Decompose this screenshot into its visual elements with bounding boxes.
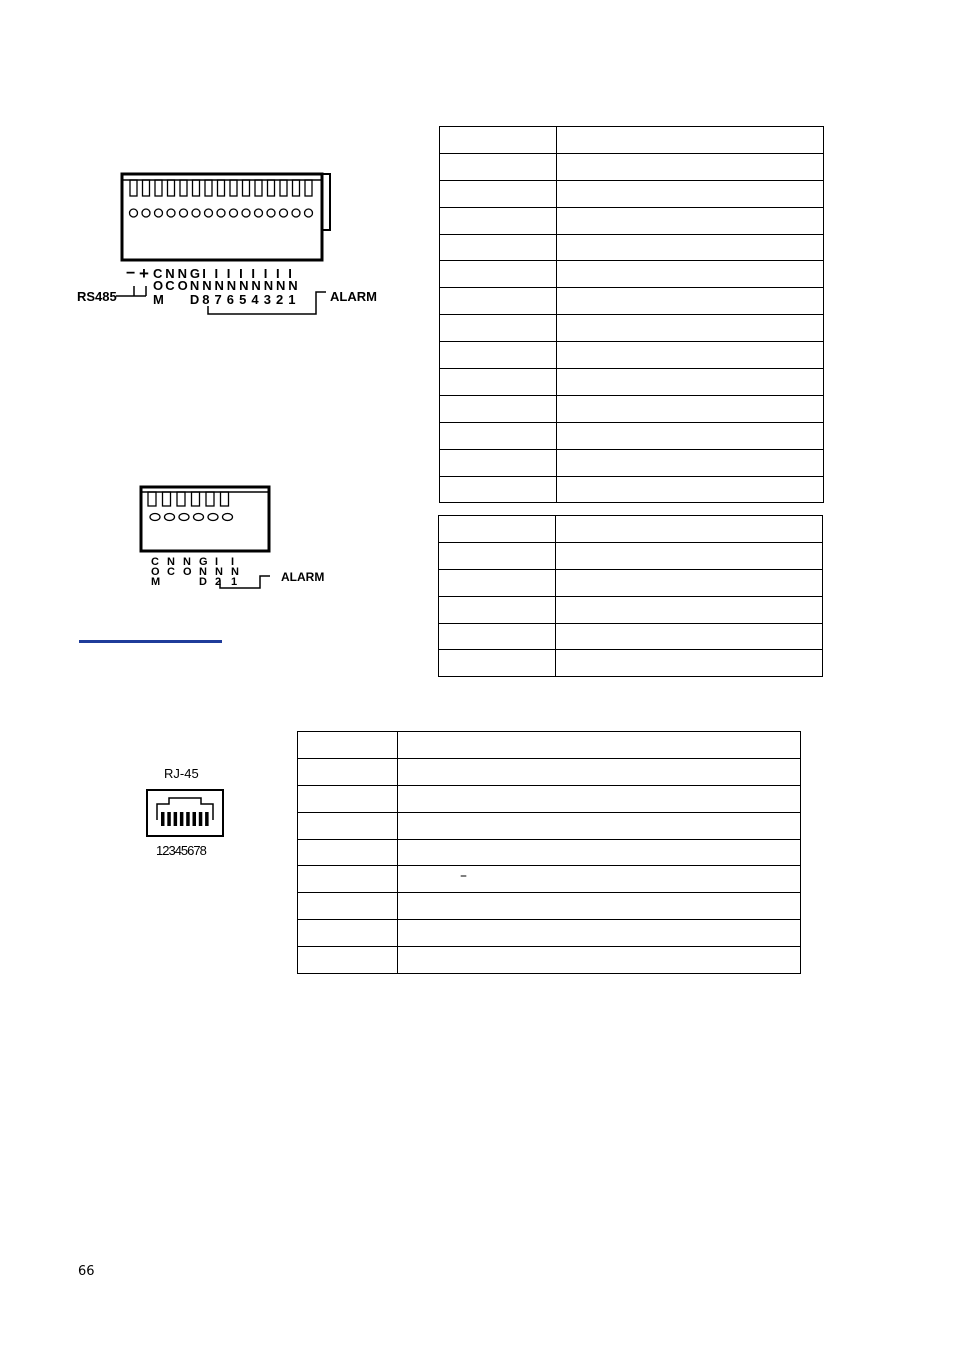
table-cell — [440, 476, 557, 503]
terminal-column-label: N — [263, 278, 274, 293]
terminal-pin-table-16 — [439, 126, 824, 503]
terminal-column-label: M — [153, 292, 164, 307]
table-cell — [298, 732, 398, 759]
table-row — [440, 369, 824, 396]
table-cell — [557, 476, 824, 503]
terminal-column-label: 5 — [239, 292, 247, 307]
screw-hole — [180, 209, 188, 217]
terminal-column-label: N — [165, 266, 175, 281]
terminal-slot — [148, 492, 156, 506]
terminal-slot — [192, 492, 200, 506]
screw-hole — [167, 209, 175, 217]
terminal-slot — [230, 180, 237, 196]
terminal-slot — [268, 180, 275, 196]
table-row — [440, 395, 824, 422]
terminal-column-label: D — [199, 576, 207, 588]
terminal-column-label: N — [214, 278, 224, 293]
table-cell — [556, 596, 823, 623]
screw-holes — [130, 209, 313, 217]
table-cell — [398, 732, 801, 759]
terminal-column-label: M — [151, 576, 161, 588]
screw-hole — [208, 514, 218, 521]
terminal-column-label: 6 — [226, 292, 235, 307]
table-cell — [556, 623, 823, 650]
table-row — [298, 785, 801, 812]
terminal-column-label: N — [288, 278, 298, 293]
terminal-block-6-diagram — [138, 484, 348, 594]
rs485-label: RS485 — [77, 289, 117, 304]
rj45-pin-table — [297, 731, 801, 974]
minus-label: − — [126, 265, 136, 282]
rj45-title: RJ-45 — [164, 766, 199, 781]
terminal-slot — [221, 492, 229, 506]
table-cell — [398, 866, 801, 893]
table-cell — [440, 369, 557, 396]
rj45-pin — [205, 812, 209, 826]
terminal-column-label: N — [251, 278, 261, 293]
terminal-column-label: N — [239, 278, 249, 293]
table-cell — [440, 288, 557, 315]
terminal-slot — [293, 180, 300, 196]
terminal-column-label: N — [226, 278, 237, 293]
table-cell — [556, 650, 823, 677]
terminal-slot — [177, 492, 185, 506]
screw-hole — [205, 209, 213, 217]
table-cell — [398, 758, 801, 785]
table-row — [298, 758, 801, 785]
table-row — [440, 288, 824, 315]
table-cell — [398, 920, 801, 947]
terminal-column-label: 2 — [276, 292, 284, 307]
table-row — [440, 127, 824, 154]
screw-hole — [292, 209, 300, 217]
terminal-column-label: N — [167, 556, 175, 568]
rj45-diagram — [140, 766, 236, 862]
terminal-column-label: I — [215, 556, 219, 568]
terminal-column-label: N — [215, 566, 223, 578]
table-cell — [557, 449, 824, 476]
terminal-column-label: N — [231, 566, 239, 578]
table-row — [439, 650, 823, 677]
table-cell — [556, 569, 823, 596]
table-cell — [440, 395, 557, 422]
terminal-column-label: N — [276, 278, 286, 293]
screw-hole — [267, 209, 275, 217]
screw-hole — [142, 209, 150, 217]
terminal-column-label: N — [189, 278, 200, 293]
table-cell — [439, 569, 556, 596]
table-cell — [556, 542, 823, 569]
screw-hole — [230, 209, 238, 217]
terminal-column-label: C — [153, 266, 163, 281]
terminal-column-label: I — [239, 266, 243, 281]
terminal-slot — [168, 180, 175, 196]
table-row — [440, 234, 824, 261]
screw-hole — [165, 514, 175, 521]
table-cell — [298, 893, 398, 920]
terminal-slot — [218, 180, 225, 196]
terminal-column-label: G — [189, 266, 201, 281]
screw-hole — [305, 209, 313, 217]
table-cell — [439, 596, 556, 623]
terminal-slot — [305, 180, 312, 196]
rj45-pin — [174, 812, 178, 826]
terminal-column-label: 1 — [288, 292, 296, 307]
table-cell — [440, 315, 557, 342]
terminal-slot — [180, 180, 187, 196]
table-cell — [398, 893, 801, 920]
rj45-pin — [180, 812, 184, 826]
rj45-pin — [161, 812, 165, 826]
table-row — [440, 153, 824, 180]
table-cell — [557, 207, 824, 234]
table-cell — [298, 758, 398, 785]
table-cell — [398, 839, 801, 866]
terminal-column-label: I — [263, 266, 268, 281]
table-cell — [439, 542, 556, 569]
table-cell — [557, 234, 824, 261]
table-cell — [439, 516, 556, 543]
terminal-column-label: 4 — [251, 292, 259, 307]
table-cell — [557, 180, 824, 207]
terminal-column-label: C — [167, 566, 175, 578]
terminal-column-labels — [153, 266, 298, 307]
terminal-slot — [163, 492, 171, 506]
screw-hole — [179, 514, 189, 521]
screw-hole — [155, 209, 163, 217]
table-cell — [439, 623, 556, 650]
table-row — [439, 516, 823, 543]
terminal-column-label: I — [276, 266, 280, 281]
terminal-block-16-diagram — [76, 168, 386, 328]
table-cell — [298, 839, 398, 866]
table-cell — [440, 234, 557, 261]
terminal-column-label: 7 — [214, 292, 222, 307]
terminal-slot — [155, 180, 162, 196]
table-cell — [298, 812, 398, 839]
table-row — [440, 261, 824, 288]
terminal-column-label: I — [226, 266, 231, 281]
terminal-column-label: C — [165, 278, 175, 293]
table-cell — [557, 342, 824, 369]
terminal-slot — [130, 180, 137, 196]
table-row — [440, 180, 824, 207]
table-cell — [557, 369, 824, 396]
table-cell — [398, 947, 801, 974]
table-cell — [440, 180, 557, 207]
screw-hole — [280, 209, 288, 217]
alarm-label: ALARM — [330, 289, 377, 304]
table-cell — [557, 288, 824, 315]
screw-hole — [217, 209, 225, 217]
terminal-column-label: O — [153, 278, 164, 293]
table-row — [298, 732, 801, 759]
rj45-pin — [199, 812, 203, 826]
terminal-column-label: N — [177, 266, 187, 281]
table-cell — [298, 866, 398, 893]
screw-holes — [150, 514, 233, 521]
terminal-housing — [141, 487, 269, 551]
page-number: 66 — [78, 1264, 95, 1279]
terminal-column-label: I — [202, 266, 206, 281]
terminal-column-label: 2 — [215, 576, 222, 588]
rj45-pin-numbers: 12345678 — [156, 843, 206, 858]
terminal-column-label: 8 — [202, 292, 210, 307]
screw-hole — [255, 209, 263, 217]
terminal-slot — [243, 180, 250, 196]
table-cell — [440, 127, 557, 154]
screw-hole — [194, 514, 204, 521]
table-cell — [398, 785, 801, 812]
table-cell — [440, 207, 557, 234]
terminal-column-label: O — [183, 566, 192, 578]
table-cell — [439, 650, 556, 677]
table-row — [439, 542, 823, 569]
terminal-slot — [280, 180, 287, 196]
table-cell — [440, 261, 557, 288]
screw-hole — [242, 209, 250, 217]
screw-hole — [130, 209, 138, 217]
terminal-column-label: I — [288, 266, 292, 281]
table-cell — [440, 422, 557, 449]
table-cell — [398, 812, 801, 839]
table-row — [439, 623, 823, 650]
terminal-slot — [193, 180, 200, 196]
terminal-column-label: 1 — [231, 576, 238, 588]
table-cell — [298, 785, 398, 812]
table-row — [298, 920, 801, 947]
terminal-slot — [143, 180, 150, 196]
table-row — [440, 207, 824, 234]
terminal-slot — [255, 180, 262, 196]
terminal-column-label: I — [231, 556, 235, 568]
rj45-pin — [193, 812, 197, 826]
table-dash-mark: – — [460, 868, 467, 884]
terminal-slots — [130, 180, 312, 196]
table-row — [298, 839, 801, 866]
table-cell — [557, 127, 824, 154]
table-row — [298, 947, 801, 974]
table-cell — [440, 153, 557, 180]
table-cell — [298, 920, 398, 947]
terminal-column-label: O — [151, 566, 160, 578]
terminal-slots — [148, 492, 229, 506]
table-row — [440, 315, 824, 342]
table-cell — [557, 315, 824, 342]
terminal-slot — [205, 180, 212, 196]
table-row — [440, 449, 824, 476]
terminal-column-label: I — [214, 266, 219, 281]
screw-hole — [223, 514, 233, 521]
section-divider — [79, 640, 222, 643]
terminal-column-label: I — [251, 266, 256, 281]
terminal-column-label: N — [199, 566, 207, 578]
terminal-slot — [206, 492, 214, 506]
table-cell — [557, 153, 824, 180]
table-row — [298, 893, 801, 920]
alarm-label: ALARM — [281, 570, 325, 584]
terminal-pin-table-6 — [438, 515, 823, 677]
terminal-column-label: N — [202, 278, 212, 293]
table-cell — [440, 449, 557, 476]
plus-label: + — [139, 264, 149, 283]
terminal-column-label: O — [177, 278, 188, 293]
rj45-pin — [167, 812, 171, 826]
table-row — [440, 342, 824, 369]
table-row — [298, 866, 801, 893]
terminal-column-labels — [151, 556, 239, 588]
table-row — [439, 569, 823, 596]
table-row — [298, 812, 801, 839]
table-cell — [556, 516, 823, 543]
screw-hole — [192, 209, 200, 217]
table-cell — [440, 342, 557, 369]
terminal-column-label: D — [189, 292, 200, 307]
screw-hole — [150, 514, 160, 521]
table-cell — [298, 947, 398, 974]
terminal-column-label: 3 — [263, 292, 271, 307]
terminal-column-label: N — [183, 556, 191, 568]
table-row — [439, 596, 823, 623]
table-cell — [557, 422, 824, 449]
table-cell — [557, 261, 824, 288]
terminal-column-label: C — [151, 556, 159, 568]
terminal-column-label: G — [199, 556, 208, 568]
table-row — [440, 422, 824, 449]
table-row — [440, 476, 824, 503]
rj45-pin — [186, 812, 190, 826]
rj45-jack-icon — [145, 788, 227, 840]
table-cell — [557, 395, 824, 422]
